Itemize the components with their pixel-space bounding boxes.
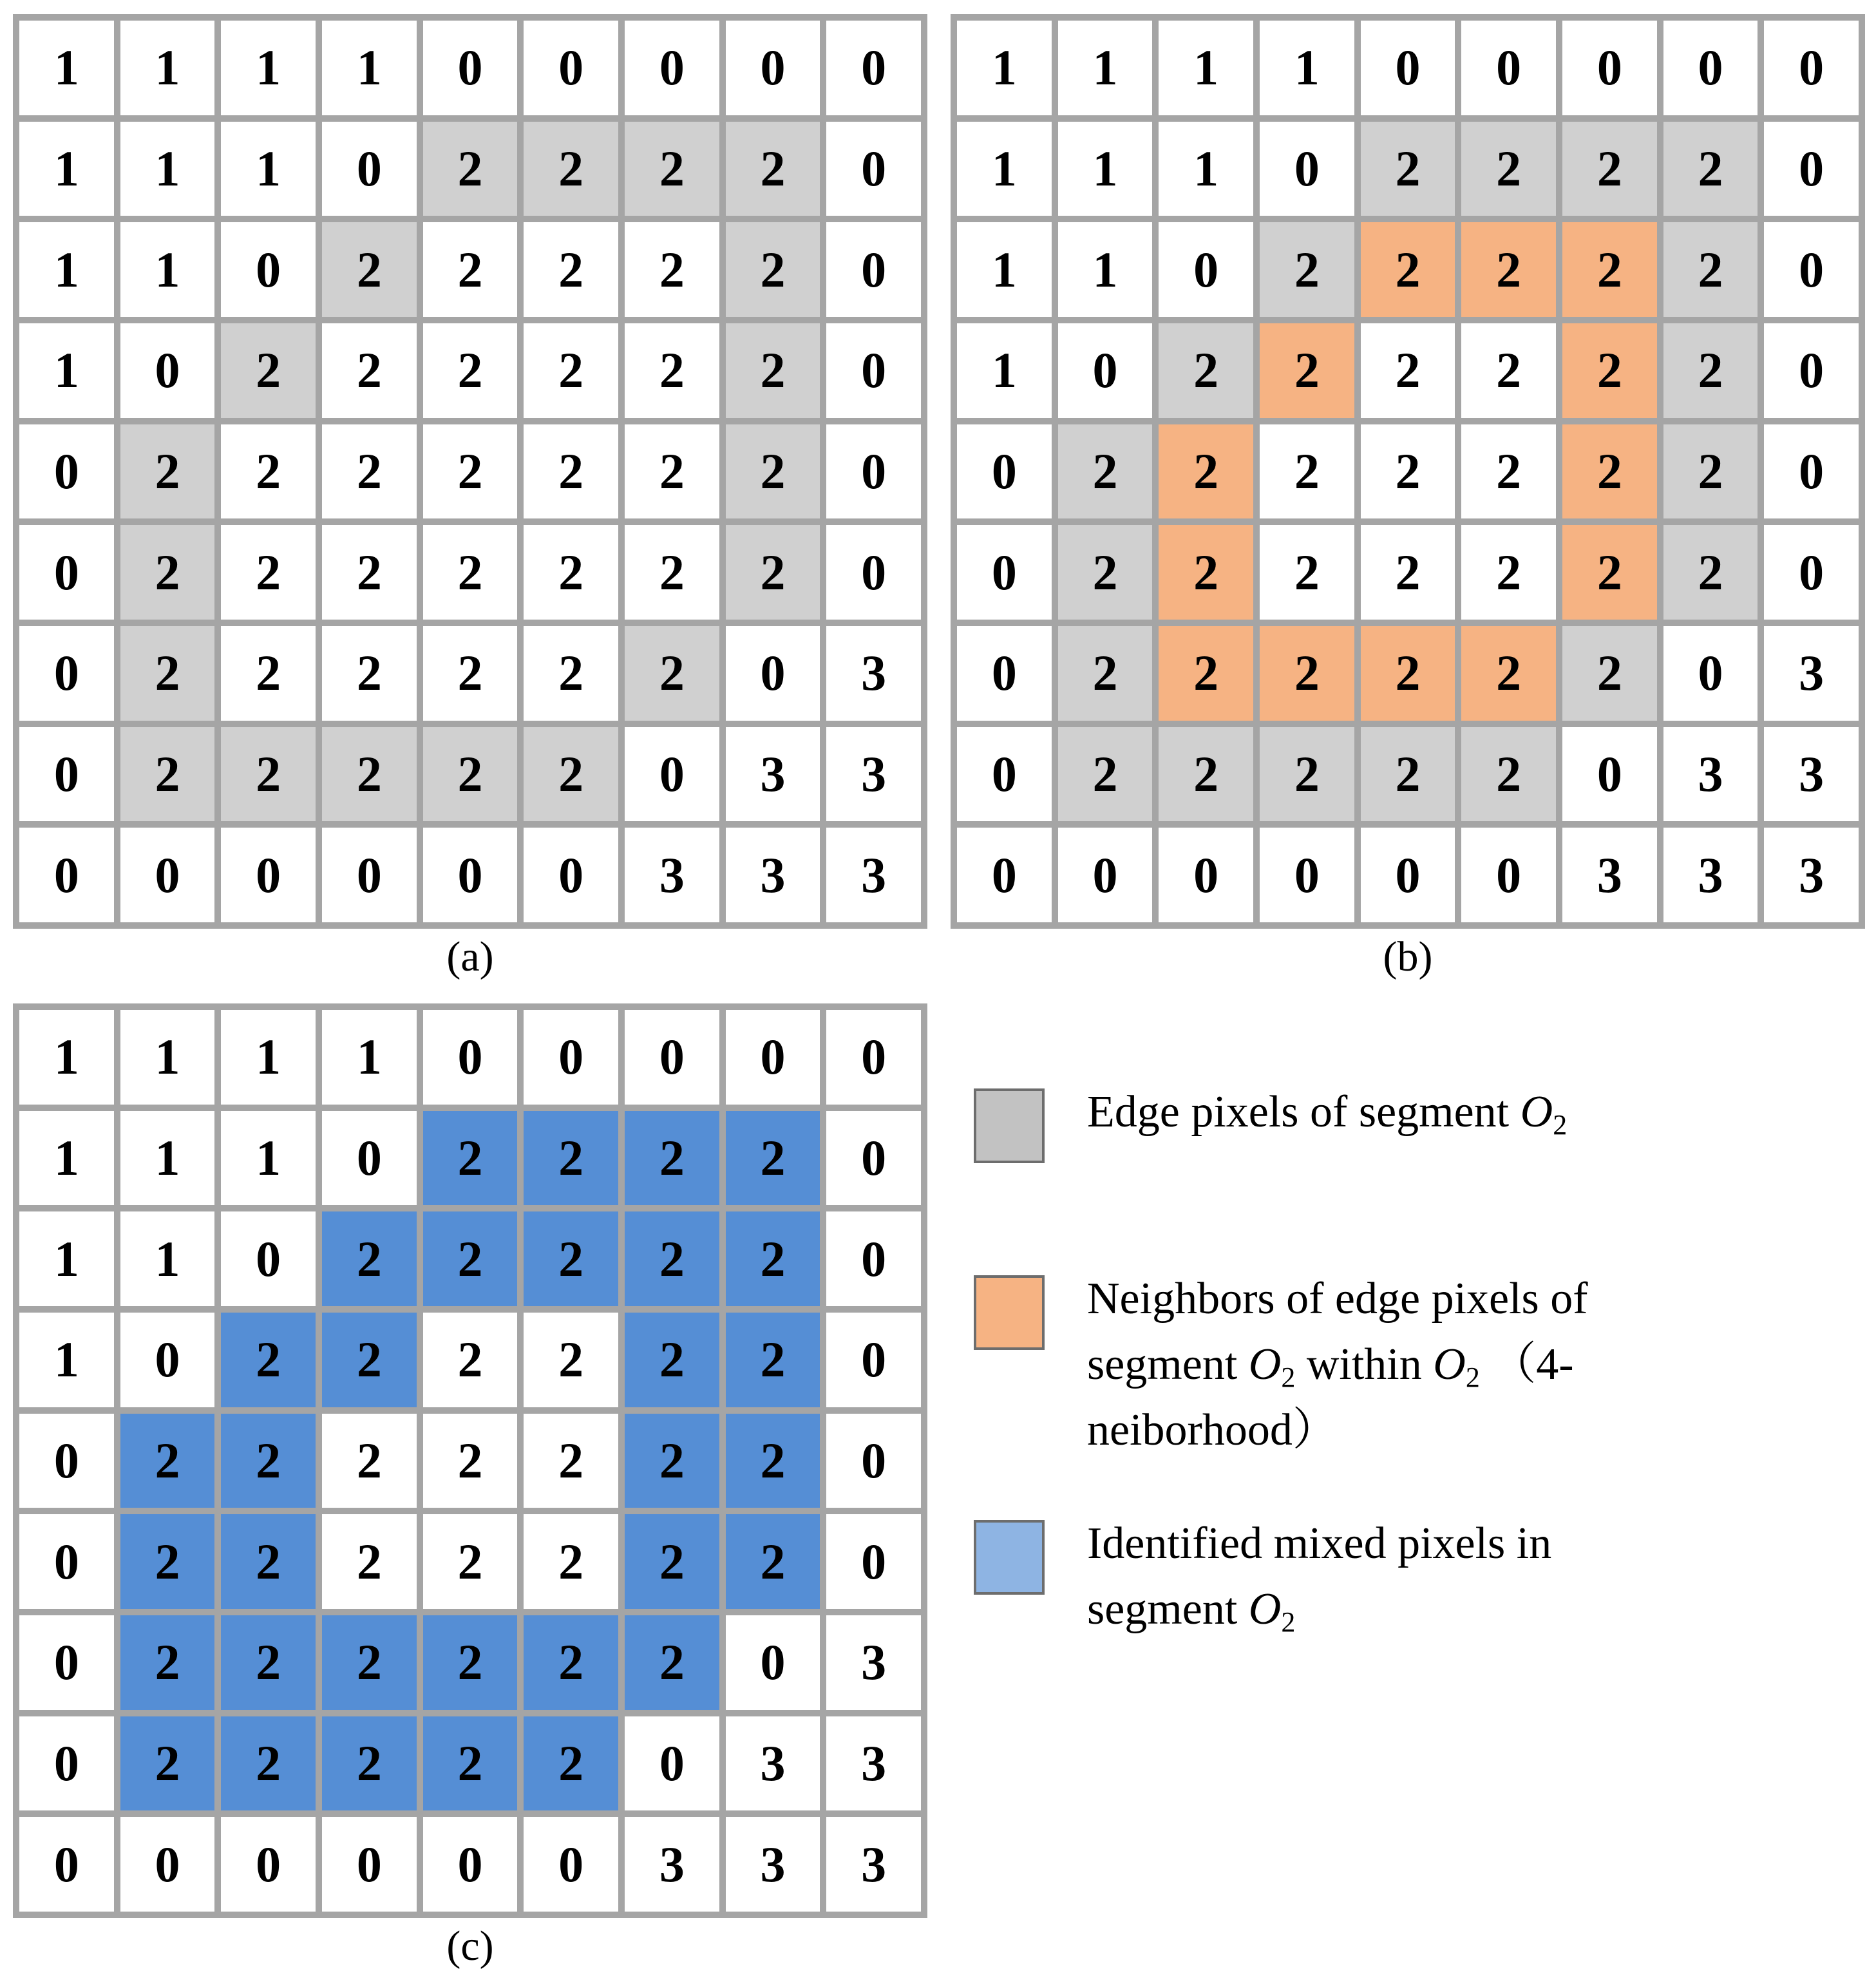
grid-cell: 2 (1461, 626, 1556, 721)
grid-cell: 0 (826, 1514, 921, 1609)
grid-cell: 2 (1260, 424, 1354, 519)
grid-cell: 3 (625, 828, 719, 922)
grid-cell: 0 (322, 1111, 417, 1206)
grid-cell: 2 (1663, 525, 1758, 620)
grid-cell: 2 (120, 1615, 215, 1710)
grid-cell: 2 (1260, 727, 1354, 822)
grid-cell: 2 (625, 1111, 719, 1206)
grid-cell: 2 (726, 424, 820, 519)
grid-cell: 0 (826, 525, 921, 620)
grid-cell: 2 (221, 424, 316, 519)
grid-cell: 0 (221, 828, 316, 922)
legend-neighbor-line2 (1087, 1332, 1860, 1398)
grid-cell: 2 (120, 1514, 215, 1609)
grid-cell: 0 (19, 525, 114, 620)
grid-cell: 2 (625, 1313, 719, 1407)
grid-cell: 2 (221, 727, 316, 822)
grid-cell: 3 (826, 1615, 921, 1710)
grid-cell: 2 (221, 1313, 316, 1407)
grid-cell: 2 (524, 1313, 618, 1407)
grid-cell: 2 (726, 1211, 820, 1306)
legend-mixed-symbol: O (1248, 1584, 1282, 1634)
grid-cell: 2 (1159, 626, 1253, 721)
grid-cell: 1 (221, 21, 316, 115)
grid-cell: 2 (625, 424, 719, 519)
grid-cell: 2 (1461, 222, 1556, 317)
grid-cell: 0 (826, 1414, 921, 1508)
grid-cell: 2 (1663, 424, 1758, 519)
grid-cell: 0 (826, 122, 921, 216)
grid-cell: 1 (221, 1111, 316, 1206)
grid-cell: 3 (1764, 727, 1859, 822)
grid-cell: 1 (1058, 222, 1153, 317)
grid-cell: 2 (625, 525, 719, 620)
grid-cell: 2 (1361, 525, 1455, 620)
grid-cell: 2 (221, 1414, 316, 1508)
grid-cell: 2 (625, 1615, 719, 1710)
grid-cell: 2 (1159, 525, 1253, 620)
grid-cell: 2 (120, 727, 215, 822)
grid-cell: 0 (19, 1615, 114, 1710)
grid-cell: 0 (524, 1817, 618, 1912)
grid-cell: 0 (322, 828, 417, 922)
grid-cell: 2 (625, 222, 719, 317)
grid-cell: 0 (19, 424, 114, 519)
grid-cell: 2 (524, 727, 618, 822)
legend-neighbor-line3: neiborhood） (1087, 1405, 1338, 1455)
grid-cell: 2 (524, 525, 618, 620)
grid-cell: 0 (423, 1010, 518, 1105)
grid-panel-b (951, 14, 1865, 929)
legend-neighbor-line2-middle: within (1295, 1340, 1434, 1389)
grid-cell: 2 (322, 1514, 417, 1609)
grid-cell: 0 (221, 1211, 316, 1306)
grid-cell: 0 (826, 21, 921, 115)
legend-neighbor-line2-after: （4- (1479, 1340, 1574, 1389)
grid-cell: 2 (1058, 626, 1153, 721)
grid-cell: 2 (625, 1414, 719, 1508)
grid-cell: 2 (726, 1414, 820, 1508)
legend-mixed-line2 (1087, 1577, 1860, 1642)
legend-text-mixed (1087, 1511, 1860, 1642)
grid-cell: 2 (423, 323, 518, 418)
grid-cell: 2 (524, 626, 618, 721)
grid-cell: 2 (625, 626, 719, 721)
grid-cell: 2 (322, 525, 417, 620)
grid-cell: 0 (120, 828, 215, 922)
grid-cell: 0 (19, 1716, 114, 1811)
panel-caption-c: (c) (446, 1923, 494, 1970)
grid-cell: 2 (524, 323, 618, 418)
grid-cell: 0 (1663, 21, 1758, 115)
grid-cell: 2 (1260, 525, 1354, 620)
grid-cell: 2 (322, 1615, 417, 1710)
grid-cell: 0 (726, 626, 820, 721)
grid-cell: 2 (1361, 424, 1455, 519)
grid-cell: 2 (1159, 424, 1253, 519)
grid-cell: 2 (221, 626, 316, 721)
grid-cell: 2 (221, 1514, 316, 1609)
grid-cell: 3 (726, 1817, 820, 1912)
panel-caption-a: (a) (446, 933, 494, 980)
grid-cell: 0 (524, 21, 618, 115)
grid-cell: 2 (1562, 626, 1657, 721)
grid-cell: 0 (1663, 626, 1758, 721)
grid-cell: 1 (120, 122, 215, 216)
grid-cell: 1 (19, 1313, 114, 1407)
grid-cell: 1 (1159, 122, 1253, 216)
grid-cell: 0 (826, 1111, 921, 1206)
grid-cell: 1 (19, 122, 114, 216)
grid-cell: 2 (1361, 727, 1455, 822)
grid-cell: 0 (120, 1313, 215, 1407)
grid-cell: 2 (423, 122, 518, 216)
legend-mixed-line2-before: segment (1087, 1584, 1249, 1634)
grid-cell: 1 (19, 323, 114, 418)
grid-cell: 1 (120, 21, 215, 115)
grid-cell: 2 (1361, 222, 1455, 317)
grid-cell: 2 (1461, 727, 1556, 822)
grid-cell: 2 (221, 525, 316, 620)
grid-cell: 0 (1461, 828, 1556, 922)
grid-cell: 2 (726, 1313, 820, 1407)
grid-cell: 2 (524, 1111, 618, 1206)
grid-cell: 2 (524, 1414, 618, 1508)
grid-cell: 2 (322, 626, 417, 721)
grid-cell: 0 (19, 828, 114, 922)
grid-cell: 2 (423, 1211, 518, 1306)
grid-cell: 1 (19, 222, 114, 317)
grid-cell: 0 (221, 1817, 316, 1912)
grid-cell: 2 (221, 1716, 316, 1811)
grid-cell: 0 (957, 424, 1052, 519)
grid-cell: 0 (726, 1010, 820, 1105)
grid-cell: 0 (1058, 828, 1153, 922)
grid-cell: 2 (1562, 323, 1657, 418)
grid-cell: 2 (322, 424, 417, 519)
grid-cell: 2 (423, 1414, 518, 1508)
grid-cell: 2 (322, 1211, 417, 1306)
grid-cell: 3 (726, 828, 820, 922)
grid-cell: 0 (1562, 727, 1657, 822)
grid-cell: 0 (19, 1414, 114, 1508)
grid-cell: 2 (625, 122, 719, 216)
grid-cell: 2 (1260, 222, 1354, 317)
grid-cell: 0 (625, 727, 719, 822)
grid-cell: 2 (1461, 424, 1556, 519)
grid-cell: 3 (1663, 828, 1758, 922)
grid-cell: 0 (826, 1211, 921, 1306)
grid-cell: 0 (1764, 122, 1859, 216)
grid-cell: 0 (957, 626, 1052, 721)
grid-cell: 2 (120, 626, 215, 721)
grid-cell: 2 (1461, 323, 1556, 418)
grid-cell: 0 (19, 626, 114, 721)
grid-cell: 2 (221, 323, 316, 418)
grid-cell: 0 (726, 21, 820, 115)
grid-cell: 0 (1361, 21, 1455, 115)
grid-cell: 0 (19, 1514, 114, 1609)
legend-edge-subscript: 2 (1553, 1109, 1568, 1141)
grid-cell: 1 (120, 222, 215, 317)
grid-cell: 3 (826, 626, 921, 721)
grid-cell: 2 (524, 1615, 618, 1710)
legend-edge-text: Edge pixels of segment (1087, 1087, 1521, 1137)
grid-cell: 0 (19, 727, 114, 822)
grid-cell: 2 (423, 222, 518, 317)
grid-cell: 1 (19, 1211, 114, 1306)
grid-cell: 2 (423, 525, 518, 620)
grid-cell: 2 (221, 1615, 316, 1710)
grid-cell: 2 (322, 1716, 417, 1811)
grid-cell: 1 (322, 1010, 417, 1105)
grid-cell: 3 (826, 1817, 921, 1912)
grid-cell: 0 (120, 1817, 215, 1912)
grid-cell: 2 (322, 323, 417, 418)
legend-text-neighbor (1087, 1266, 1860, 1463)
grid-panel-c (13, 1003, 927, 1918)
grid-cell: 0 (1764, 21, 1859, 115)
grid-cell: 2 (322, 1414, 417, 1508)
grid-cell: 0 (1159, 222, 1253, 317)
grid-cell: 1 (19, 21, 114, 115)
grid-cell: 1 (120, 1010, 215, 1105)
grid-cell: 0 (1562, 21, 1657, 115)
legend-neighbor-line1: Neighbors of edge pixels of (1087, 1274, 1588, 1324)
grid-cell: 0 (826, 323, 921, 418)
grid-cell: 2 (120, 525, 215, 620)
grid-cell: 2 (1159, 727, 1253, 822)
grid-cell: 3 (726, 1716, 820, 1811)
grid-cell: 2 (1663, 222, 1758, 317)
grid-cell: 0 (625, 21, 719, 115)
grid-cell: 0 (423, 1817, 518, 1912)
grid-cell: 0 (524, 1010, 618, 1105)
grid-cell: 2 (524, 1514, 618, 1609)
grid-cell: 2 (322, 1313, 417, 1407)
grid-cell: 2 (524, 424, 618, 519)
grid-cell: 1 (957, 323, 1052, 418)
grid-cell: 0 (826, 424, 921, 519)
grid-cell: 2 (1159, 323, 1253, 418)
grid-cell: 0 (524, 828, 618, 922)
legend-mixed-subscript: 2 (1281, 1606, 1296, 1638)
grid-cell: 2 (423, 1514, 518, 1609)
grid-cell: 0 (322, 1817, 417, 1912)
grid-cell: 2 (120, 424, 215, 519)
legend-neighbor-subscript-1: 2 (1281, 1362, 1296, 1393)
grid-cell: 2 (1361, 626, 1455, 721)
grid-cell: 1 (19, 1111, 114, 1206)
grid-cell: 1 (1159, 21, 1253, 115)
grid-cell: 2 (423, 1111, 518, 1206)
grid-cell: 2 (423, 424, 518, 519)
grid-cell: 1 (120, 1211, 215, 1306)
grid-cell: 1 (1058, 122, 1153, 216)
grid-cell: 2 (524, 122, 618, 216)
grid-cell: 0 (1361, 828, 1455, 922)
grid-cell: 0 (1058, 323, 1153, 418)
grid-cell: 2 (1663, 323, 1758, 418)
grid-cell: 1 (221, 1010, 316, 1105)
grid-cell: 2 (726, 222, 820, 317)
legend-neighbor-line2-before: segment (1087, 1340, 1249, 1389)
grid-cell: 2 (726, 525, 820, 620)
grid-cell: 2 (726, 323, 820, 418)
grid-cell: 1 (19, 1010, 114, 1105)
grid-cell: 1 (1260, 21, 1354, 115)
grid-cell: 3 (726, 727, 820, 822)
grid-cell: 0 (423, 828, 518, 922)
grid-cell: 2 (1260, 626, 1354, 721)
grid-cell: 2 (423, 727, 518, 822)
grid-cell: 0 (1764, 424, 1859, 519)
grid-cell: 0 (826, 1313, 921, 1407)
grid-cell: 1 (957, 222, 1052, 317)
grid-cell: 3 (1663, 727, 1758, 822)
grid-cell: 3 (1764, 828, 1859, 922)
grid-cell: 2 (322, 222, 417, 317)
legend-edge-symbol: O (1520, 1087, 1553, 1137)
grid-cell: 3 (826, 828, 921, 922)
grid-cell: 2 (524, 1211, 618, 1306)
grid-cell: 0 (957, 525, 1052, 620)
grid-cell: 2 (1461, 122, 1556, 216)
grid-cell: 0 (1260, 828, 1354, 922)
legend-swatch-neighbor (974, 1275, 1045, 1350)
panel-caption-b: (b) (1383, 933, 1433, 980)
grid-cell: 1 (1058, 21, 1153, 115)
grid-cell: 2 (726, 1111, 820, 1206)
grid-cell: 3 (826, 727, 921, 822)
grid-cell: 2 (423, 1615, 518, 1710)
grid-cell: 0 (625, 1010, 719, 1105)
grid-cell: 0 (322, 122, 417, 216)
grid-cell: 2 (1260, 323, 1354, 418)
legend-mixed-line1: Identified mixed pixels in (1087, 1519, 1552, 1568)
grid-cell: 2 (1663, 122, 1758, 216)
legend-swatch-edge (974, 1088, 1045, 1163)
grid-cell: 0 (957, 727, 1052, 822)
grid-cell: 0 (1764, 222, 1859, 317)
grid-cell: 0 (726, 1615, 820, 1710)
grid-cell: 0 (120, 323, 215, 418)
grid-cell: 1 (957, 122, 1052, 216)
grid-cell: 2 (1562, 122, 1657, 216)
grid-cell: 3 (1562, 828, 1657, 922)
grid-cell: 2 (726, 1514, 820, 1609)
grid-cell: 2 (1361, 323, 1455, 418)
grid-cell: 0 (1260, 122, 1354, 216)
grid-cell: 2 (1361, 122, 1455, 216)
grid-cell: 2 (423, 1313, 518, 1407)
grid-cell: 1 (957, 21, 1052, 115)
grid-cell: 2 (120, 1414, 215, 1508)
grid-cell: 1 (322, 21, 417, 115)
legend-neighbor-symbol-2: O (1433, 1340, 1466, 1389)
grid-cell: 0 (1764, 323, 1859, 418)
grid-cell: 0 (1461, 21, 1556, 115)
grid-cell: 2 (625, 323, 719, 418)
grid-cell: 2 (625, 1514, 719, 1609)
grid-cell: 0 (1159, 828, 1253, 922)
grid-cell: 0 (19, 1817, 114, 1912)
grid-cell: 0 (826, 1010, 921, 1105)
grid-cell: 2 (1058, 424, 1153, 519)
grid-cell: 2 (524, 1716, 618, 1811)
grid-cell: 2 (423, 1716, 518, 1811)
legend-swatch-mixed (974, 1520, 1045, 1595)
grid-cell: 1 (120, 1111, 215, 1206)
grid-cell: 2 (625, 1211, 719, 1306)
grid-cell: 2 (1562, 222, 1657, 317)
grid-cell: 2 (1562, 525, 1657, 620)
grid-cell: 2 (322, 727, 417, 822)
grid-cell: 2 (726, 122, 820, 216)
grid-cell: 2 (524, 222, 618, 317)
grid-cell: 0 (957, 828, 1052, 922)
grid-cell: 0 (625, 1716, 719, 1811)
grid-cell: 3 (826, 1716, 921, 1811)
legend-neighbor-subscript-2: 2 (1465, 1362, 1480, 1393)
legend-text-edge (1087, 1079, 1860, 1145)
grid-cell: 2 (1058, 727, 1153, 822)
grid-cell: 2 (1461, 525, 1556, 620)
grid-cell: 2 (120, 1716, 215, 1811)
grid-cell: 0 (1764, 525, 1859, 620)
grid-cell: 3 (1764, 626, 1859, 721)
grid-cell: 2 (1562, 424, 1657, 519)
grid-cell: 2 (1058, 525, 1153, 620)
grid-cell: 3 (625, 1817, 719, 1912)
grid-panel-a (13, 14, 927, 929)
grid-cell: 2 (423, 626, 518, 721)
grid-cell: 0 (423, 21, 518, 115)
legend-neighbor-symbol-1: O (1248, 1340, 1282, 1389)
grid-cell: 0 (221, 222, 316, 317)
grid-cell: 1 (221, 122, 316, 216)
grid-cell: 0 (826, 222, 921, 317)
